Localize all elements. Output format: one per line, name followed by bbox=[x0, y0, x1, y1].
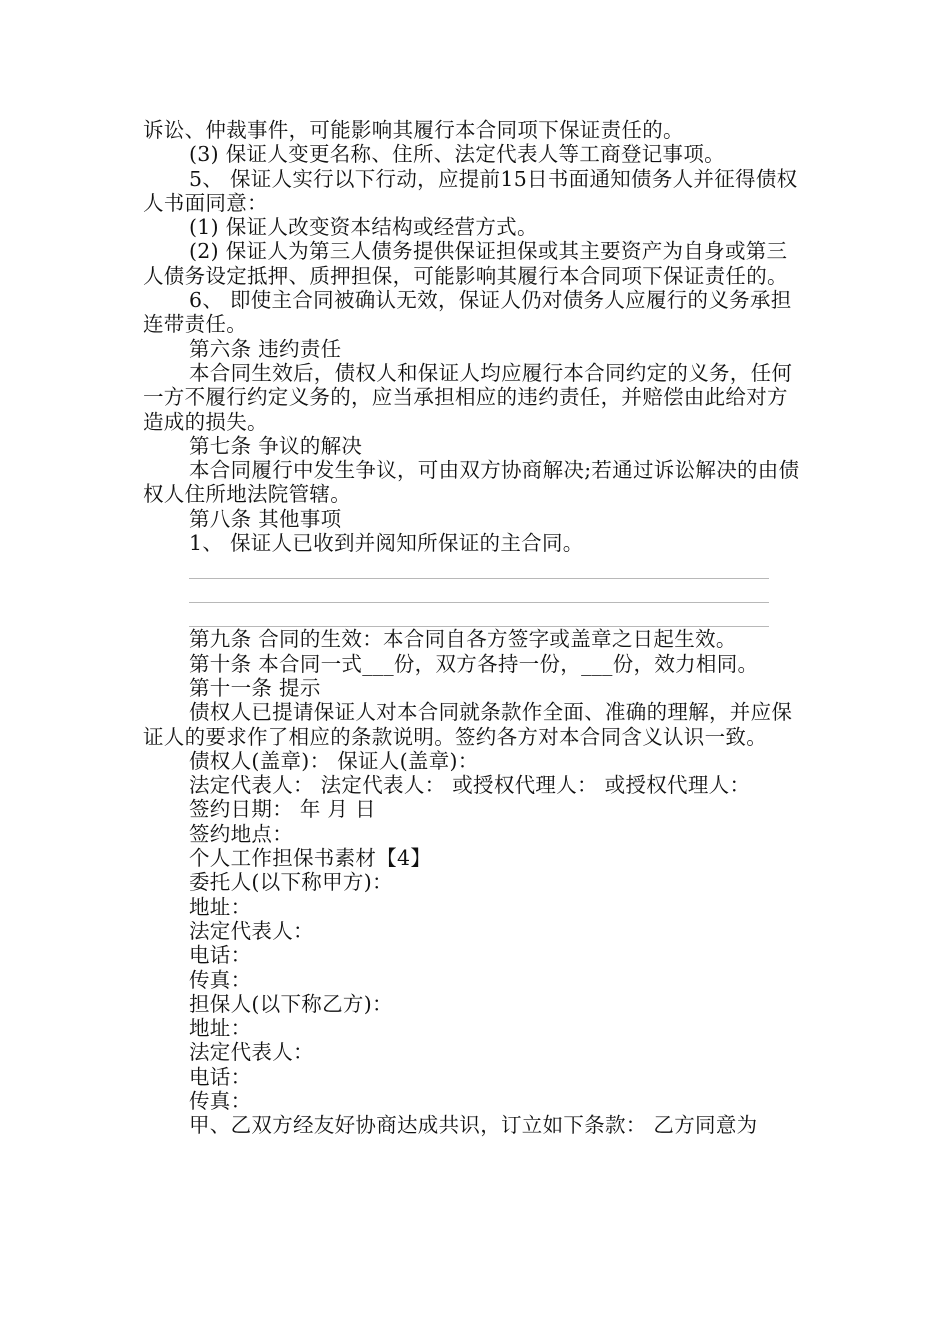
document-title: 个人工作担保书素材【4】 bbox=[189, 846, 432, 871]
signature-line: 签约地点： bbox=[189, 821, 293, 846]
paragraph: (1) 保证人改变资本结构或经营方式。 bbox=[189, 215, 538, 240]
form-field: 电话： bbox=[189, 943, 252, 968]
signature-line: 法定代表人： 法定代表人： 或授权代理人： 或授权代理人： bbox=[189, 773, 751, 798]
paragraph: 5、 保证人实行以下行动，应提前15日书面通知债务人并征得债权人书面同意： bbox=[143, 166, 798, 215]
signature-line: 签约日期： 年 月 日 bbox=[189, 797, 376, 822]
form-field: 法定代表人： bbox=[189, 1040, 314, 1065]
paragraph: 第九条 合同的生效：本合同自各方签字或盖章之日起生效。 bbox=[189, 627, 737, 652]
form-field: 传真： bbox=[189, 967, 252, 992]
form-field: 传真： bbox=[189, 1088, 252, 1113]
blank-line bbox=[189, 579, 769, 603]
form-field: 电话： bbox=[189, 1064, 252, 1089]
paragraph: (3) 保证人变更名称、住所、法定代表人等工商登记事项。 bbox=[189, 142, 725, 167]
form-field: 担保人(以下称乙方)： bbox=[189, 991, 393, 1016]
paragraph: 诉讼、仲裁事件，可能影响其履行本合同项下保证责任的。 bbox=[143, 118, 684, 142]
paragraph: 债权人已提请保证人对本合同就条款作全面、准确的理解，并应保证人的要求作了相应的条款说明。签约各方对本合同含义认识一致。 bbox=[143, 700, 793, 749]
form-field: 委托人(以下称甲方)： bbox=[189, 870, 393, 895]
form-field: 地址： bbox=[189, 894, 252, 919]
section-heading: 第七条 争议的解决 bbox=[189, 433, 363, 458]
paragraph: 6、 即使主合同被确认无效，保证人仍对债务人应履行的义务承担连带责任。 bbox=[143, 288, 792, 337]
document-body bbox=[143, 118, 807, 1138]
form-field: 地址： bbox=[189, 1016, 252, 1041]
paragraph: (2) 保证人为第三人债务提供保证担保或其主要资产为自身或第三人债务设定抵押、质押担保，可能影响其履行本合同项下保证责任的。 bbox=[143, 239, 788, 288]
paragraph: 本合同履行中发生争议，可由双方协商解决;若通过诉讼解决的由债权人住所地法院管辖。 bbox=[143, 458, 800, 507]
form-field: 法定代表人： bbox=[189, 918, 314, 943]
paragraph: 甲、乙双方经友好协商达成共识，订立如下条款： 乙方同意为 bbox=[189, 1113, 758, 1138]
blank-line bbox=[189, 603, 769, 627]
signature-line: 债权人(盖章)： 保证人(盖章)： bbox=[189, 748, 479, 773]
section-heading: 第六条 违约责任 bbox=[189, 336, 342, 361]
paragraph: 第十条 本合同一式___份，双方各持一份，___份，效力相同。 bbox=[189, 651, 759, 676]
paragraph: 1、 保证人已收到并阅知所保证的主合同。 bbox=[189, 531, 584, 556]
section-heading: 第八条 其他事项 bbox=[189, 506, 342, 531]
paragraph: 本合同生效后，债权人和保证人均应履行本合同约定的义务，任何一方不履行约定义务的，应当承担相应的违约责任，并赔偿由此给对方造成的损失。 bbox=[143, 360, 793, 434]
section-heading: 第十一条 提示 bbox=[189, 675, 321, 700]
blank-line bbox=[189, 555, 769, 579]
